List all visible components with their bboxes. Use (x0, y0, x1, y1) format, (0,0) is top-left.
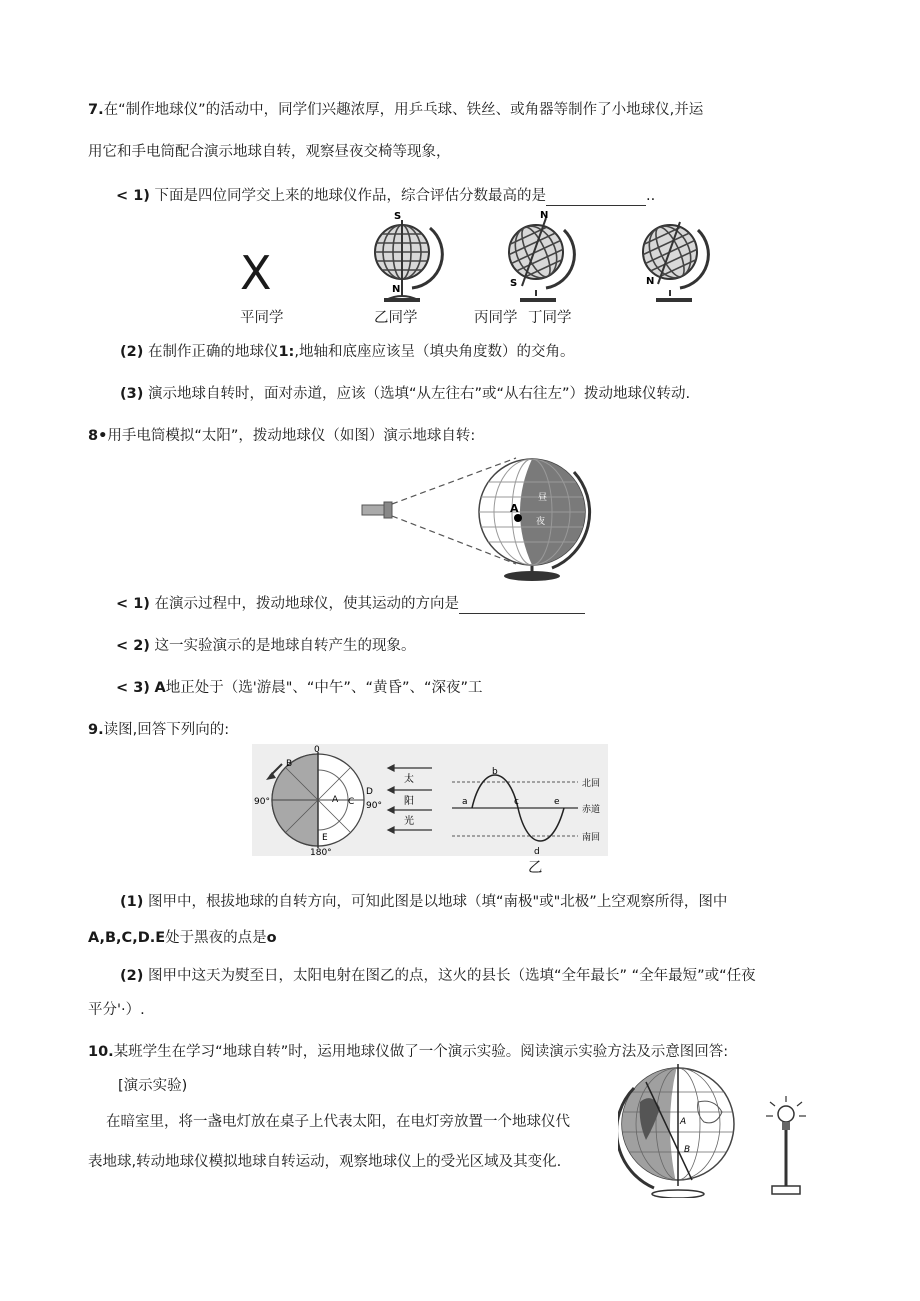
q9-part-2-cont: 平分'·）. (88, 1002, 145, 1018)
sun-char-2: 阳 (404, 796, 414, 807)
q7-line-1 (88, 100, 703, 120)
q10-globe-lamp-figure (618, 1062, 818, 1198)
q8-part-1-number: < 1) (116, 596, 150, 612)
q9-part-2-text: 图甲中这天为熨至日，太阳电射在图乙的点，这火的县长（选填“全年最长” “全年最短”或“任夜 (147, 968, 756, 984)
sun-char-1: 太 (404, 774, 414, 785)
q9-part-1-number: (1) (120, 894, 144, 910)
globe-bing-s: S (510, 278, 518, 289)
tropic-capricorn-label: 南回 (582, 833, 601, 843)
q9-point-e: E (322, 833, 328, 843)
q10-line-1 (88, 1042, 728, 1062)
caption-yi: 乙 (528, 860, 543, 876)
q7-line-2: 用它和手电筒配合演示地球自转，观察昼夜交椅等现象， (88, 144, 451, 160)
q7-part-1-end: .. (646, 188, 656, 204)
flashlight-globe-figure (356, 452, 592, 584)
q10-point-a: A (680, 1117, 687, 1127)
q9-part-1 (120, 892, 727, 912)
q9-point-c: C (348, 797, 355, 807)
globe-yi-figure (368, 206, 446, 306)
q9-point-a: A (332, 795, 339, 805)
equator-label: 赤道 (582, 805, 601, 815)
q10-text: 某班学生在学习“地球自转”时，运用地球仪做了一个演示实验。阅读演示实验方法及示意图回答: (113, 1044, 729, 1060)
q7-part-1-number: < 1) (116, 188, 150, 204)
q9-part-2 (120, 966, 756, 986)
wave-point-a: a (462, 797, 468, 807)
q9-left-left: 90° (254, 797, 270, 807)
q9-part-1-end: o (266, 930, 277, 946)
q9-part-1-points: A,B,C,D.E (88, 930, 166, 946)
wave-point-e: e (554, 797, 560, 807)
q9-figure (252, 744, 608, 856)
q7-part-2 (120, 342, 574, 362)
night-label: 夜 (536, 517, 546, 527)
q7-part-2-bold: 1: (278, 344, 295, 360)
q10-body-2: 表地球,转动地球仪模拟地球自转运动，观察地球仪上的受光区域及其变化. (88, 1154, 562, 1170)
q8-line-1 (88, 426, 475, 446)
q10-body-1: 在暗室里，将一盏电灯放在桌子上代表太阳，在电灯旁放置一个地球仪代 (106, 1114, 570, 1130)
q9-point-b: B (286, 759, 293, 769)
q7-part-2-text-a: 在制作正确的地球仪 (147, 344, 279, 360)
q9-part-2-number: (2) (120, 968, 144, 984)
sun-char-3: 光 (404, 816, 414, 827)
q7-part-3-number: (3) (120, 386, 144, 402)
q8-part-2-text: 这一实验演示的是地球自转产生的现象。 (154, 638, 416, 654)
q7-text-1: 在“制作地球仪”的活动中，同学们兴趣浓厚，用乒乓球、铁丝、或角器等制作了小地球仪,并运 (103, 102, 704, 118)
tropic-cancer-label: 北回 (582, 779, 601, 789)
q8-part-3-bold: A (154, 680, 166, 696)
q10-point-b: B (684, 1145, 691, 1155)
label-bing: 丙同学 (474, 310, 518, 326)
day-label: 昼 (538, 493, 548, 503)
q8-part-3-text: 地正处于（选'游晨"、“中午”、“黄昏”、“深夜”工 (165, 680, 483, 696)
q7-part-3 (120, 384, 690, 404)
q8-part-3-number: < 3) (116, 680, 150, 696)
q10-heading: [演示实验) (118, 1078, 188, 1094)
q7-number: 7. (88, 102, 104, 118)
globe-bing-n: N (540, 210, 549, 221)
q7-part-1 (116, 186, 655, 206)
q9-part-1-text-b: 处于黑夜的点是 (165, 930, 267, 946)
label-ping: 平同学 (240, 310, 284, 326)
globe-ding-figure (634, 206, 714, 306)
q7-part-2-text-b: ,地轴和底座应该呈（填央角度数）的交角。 (294, 344, 575, 360)
q9-left-top: 0 (314, 745, 320, 755)
q9-line-1 (88, 720, 229, 740)
q9-number: 9. (88, 722, 104, 738)
q7-part-1-blank[interactable] (546, 190, 646, 206)
q8-number: 8• (88, 428, 108, 444)
q9-left-right: 90° (366, 801, 382, 811)
q8-part-2-number: < 2) (116, 638, 150, 654)
label-ding: 丁同学 (528, 310, 572, 326)
wave-point-b: b (492, 767, 498, 777)
q9-text: 读图,回答下列向的: (103, 722, 230, 738)
q9-point-d: D (366, 787, 373, 797)
q8-part-1-blank[interactable] (459, 598, 585, 614)
wave-point-c: c (514, 797, 519, 807)
globe-yi-s: S (394, 211, 402, 222)
globe-yi-n: N (392, 284, 401, 295)
q8-part-1 (116, 594, 585, 614)
q8-part-3 (116, 678, 483, 698)
q9-part-1-text: 图甲中，根拔地球的自转方向，可知此图是以地球（填“南极"或"北极”上空观察所得，图中 (147, 894, 728, 910)
label-yi: 乙同学 (374, 310, 418, 326)
globe-bing-figure (500, 206, 580, 306)
lamp-icon (766, 1096, 806, 1194)
wave-point-d: d (534, 847, 540, 856)
point-a-label: A (510, 502, 519, 515)
q10-number: 10. (88, 1044, 114, 1060)
q8-part-2 (116, 636, 416, 656)
q7-part-1-text: 下面是四位同学交上来的地球仪作品，综合评估分数最高的是 (154, 188, 547, 204)
q8-part-1-text: 在演示过程中，拨动地球仪，使其运动的方向是 (154, 596, 460, 612)
q9-left-bottom: 180° (310, 848, 332, 856)
q7-part-2-number: (2) (120, 344, 144, 360)
q8-text: 用手电筒模拟“太阳”，拨动地球仪（如图）演示地球自转: (107, 428, 476, 444)
q9-part-1-cont (88, 928, 277, 948)
globe-ding-n: N (646, 276, 655, 287)
q7-part-3-text: 演示地球自转时，面对赤道，应该（选填“从左往右”或“从右往左”）拨动地球仪转动. (147, 386, 691, 402)
cross-mark-icon: X (240, 246, 272, 300)
